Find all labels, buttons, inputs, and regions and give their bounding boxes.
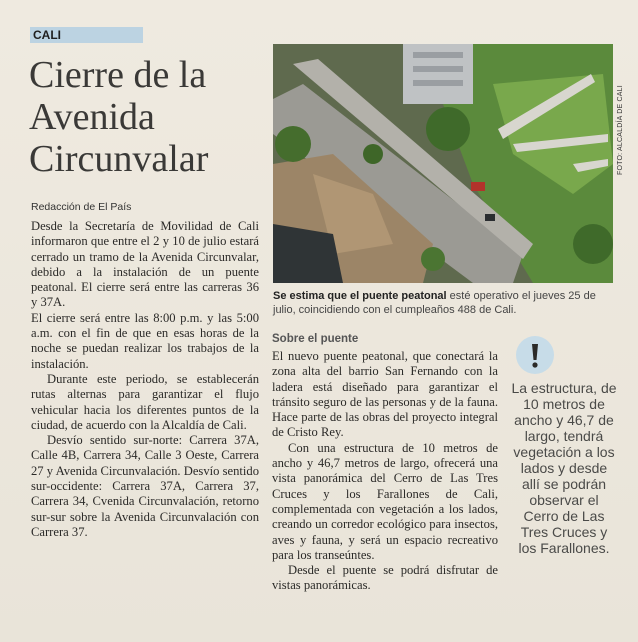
article-body-left [31,219,259,540]
headline-line: Circunvalar [29,138,209,180]
paragraph: Durante este periodo, se establecerán rutas alternas para garantizar el flujo vehicular hacia los diferentes puntos de la ciudad, de acuerdo con la Alcaldía de Cali. [31,371,259,432]
aerial-photo-illustration [273,44,613,283]
section-tag: CALI [30,27,143,43]
caption-lead: Se estima que el puente peatonal [273,290,447,302]
headline [29,54,259,180]
sidebar-fact: La estructura, de 10 metros de ancho y 46,7 de largo, tendrá vegetación a los lados y desde allí se podrán observar el Cerro de Las Tres Cruces y los Farallones. [511,380,617,556]
exclamation-icon [516,336,554,374]
headline-line: Cierre de la [29,54,207,96]
article-body-right [272,349,498,594]
paragraph: Con una estructura de 10 metros de ancho y 46,7 metros de largo, ofrecerá una vista panorámica del Cerro de Las Tres Cruces y los Farallones de Cali, complementada con vegetación a los lados, creando un corredor ecológico para insectos, aves y fauna, y será un espacio recreativo para los transeúntes. [272,440,498,562]
byline: Redacción de El País [31,201,132,213]
exclamation-glyph [516,336,554,374]
subhead: Sobre el puente [272,333,359,345]
paragraph: Desde el puente se podrá disfrutar de vistas panorámicas. [272,563,498,593]
caption-text: esté operativo el jueves 25 de julio, coincidiendo con el cumpleaños 488 de Cali. [273,290,596,316]
photo-caption [273,289,613,317]
aerial-photo [273,44,613,283]
photo-credit: FOTO: ALCALDÍA DE CALI [617,85,624,175]
paragraph: Desde la Secretaría de Movilidad de Cali informaron que entre el 2 y 10 de julio estará cerrado un tramo de la Avenida Circunvalar, debido a la instalación de un puente peatonal. El cierre será entre las carreras 36 y 37A. [31,219,259,310]
headline-line: Avenida [29,96,155,138]
paragraph: Desvío sentido sur-norte: Carrera 37A, Calle 4B, Carrera 34, Calle 3 Oeste, Carrera 27 y Avenida Circunvalación. Desvío sentido sur-occidente: Carrera 37A, Carrera 37, Carrera 34, Cvenida Circunvalación, retorno sur-sur sobre la Avenida Circunvalación con Carrera 37. [31,433,259,539]
paragraph: El nuevo puente peatonal, que conectará la zona alta del barrio San Fernando con la ladera está diseñado para garantizar el tránsito seguro de las personas y de la fauna. Hace parte de las obras del proyecto integral de Cristo Rey. [272,349,498,440]
paragraph: El cierre será entre las 8:00 p.m. y las 5:00 a.m. con el fin de que en esas horas de la noche se puedan realizar los trabajos de la instalación. [31,310,259,371]
